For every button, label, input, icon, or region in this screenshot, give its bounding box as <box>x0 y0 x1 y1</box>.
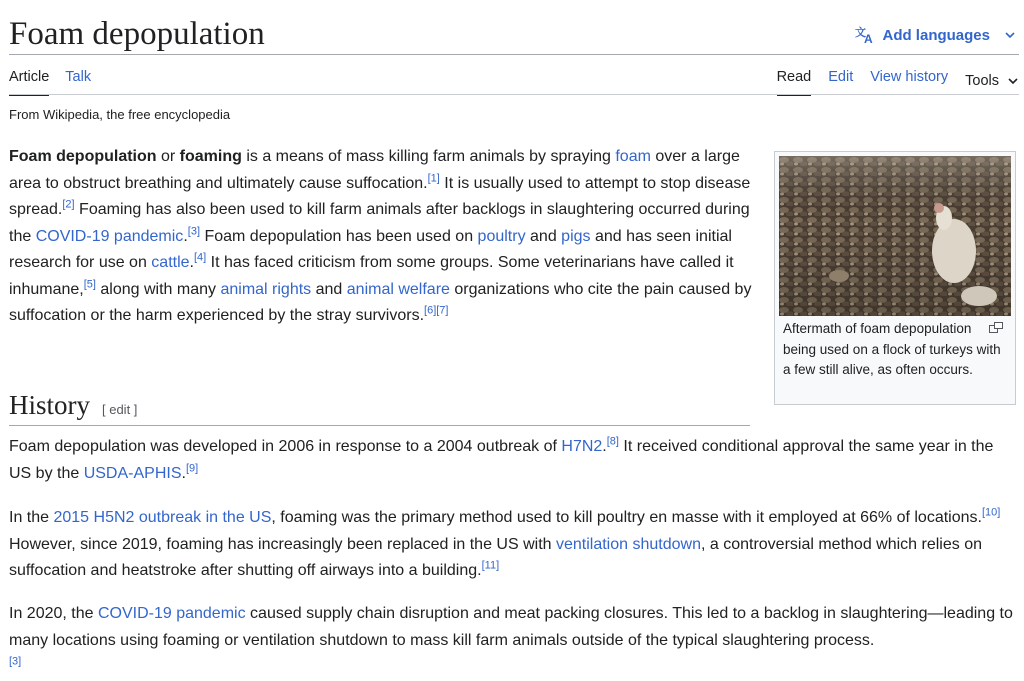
tab-read[interactable]: Read <box>777 68 812 96</box>
lead-paragraph <box>9 144 754 330</box>
text: and <box>311 280 347 298</box>
reference-4[interactable]: [4] <box>194 251 207 264</box>
add-languages-label: Add languages <box>882 26 990 44</box>
tab-talk[interactable]: Talk <box>65 69 92 85</box>
link-cattle[interactable]: cattle <box>151 254 190 271</box>
section-divider <box>9 425 750 426</box>
translate-icon <box>854 24 876 46</box>
text: It is usually used to attempt to stop disease spread. <box>9 174 751 218</box>
text: , foaming was the primary method used to kill poultry en masse with it employed at 66% of locations. <box>271 509 982 526</box>
link-covid-19-pandemic[interactable]: COVID-19 pandemic <box>97 605 246 622</box>
tab-view-history[interactable]: View history <box>870 69 949 85</box>
text: . <box>602 438 607 455</box>
text: and has seen initial research for use on <box>9 227 732 271</box>
svg-text:文: 文 <box>855 27 867 39</box>
page-title: Foam depopulation <box>9 16 265 52</box>
bold-term: foaming <box>179 148 242 165</box>
text: . <box>189 254 194 271</box>
text: . <box>183 227 188 245</box>
text: However, since 2019, foaming has increasingly been replaced in the US with <box>9 535 556 553</box>
text: In 2020, the <box>9 605 98 622</box>
link-foam[interactable]: foam <box>615 148 651 165</box>
reference-10[interactable]: [10] <box>981 506 1001 519</box>
title-divider <box>9 54 1019 55</box>
text: along with many <box>95 280 221 298</box>
reference-8[interactable]: [8] <box>606 435 619 448</box>
link-animal-welfare[interactable]: animal welfare <box>346 280 450 298</box>
text: over a large area to obstruct breathing and ultimately cause suffocation. <box>9 148 740 192</box>
history-paragraph-1 <box>9 434 1019 487</box>
reference-6[interactable]: [6] <box>424 304 437 317</box>
text: It received conditional approval the same year in the US by the <box>9 438 994 482</box>
add-languages-button[interactable] <box>854 24 1016 46</box>
text: organizations who cite the pain caused by suffocation or the harm experienced by the stray survivors. <box>9 280 752 324</box>
text: is a means of mass killing farm animals by spraying <box>241 148 616 165</box>
svg-text:A: A <box>864 32 874 46</box>
tools-menu[interactable] <box>965 68 1019 94</box>
figure-caption <box>783 319 1003 381</box>
text: It has faced criticism from some groups. Some veterinarians have called it inhumane, <box>9 254 734 298</box>
site-tagline: From Wikipedia, the free encyclopedia <box>9 107 231 122</box>
link-poultry[interactable]: poultry <box>477 227 526 245</box>
link-ventilation-shutdown[interactable]: ventilation shutdown <box>555 535 701 553</box>
text: or <box>156 148 180 165</box>
section-edit-link <box>102 402 137 417</box>
thumbnail-figure <box>774 151 1016 405</box>
link-2015-h5n2-outbreak[interactable]: 2015 H5N2 outbreak in the US <box>53 509 272 526</box>
reference-5[interactable]: [5] <box>83 278 96 291</box>
tab-article[interactable]: Article <box>9 68 49 96</box>
section-heading-history <box>9 388 137 427</box>
reference-9[interactable]: [9] <box>185 462 199 475</box>
caption-text: Aftermath of foam depopulation being used on a flock of turkeys with a few still alive, as often occurs. <box>783 321 1001 377</box>
reference-11[interactable]: [11] <box>481 559 500 572</box>
reference-3[interactable]: [3] <box>187 225 200 238</box>
turkey-flock-photo[interactable] <box>779 156 1011 316</box>
link-usda-aphis[interactable]: USDA-APHIS <box>83 464 182 482</box>
reference-7[interactable]: [7] <box>436 304 449 317</box>
reference-1[interactable]: [1] <box>427 172 440 185</box>
text: , a controversial method which relies on suffocation and heatstroke after shutting off airways into a building. <box>9 535 982 579</box>
chevron-down-icon <box>1004 29 1016 41</box>
edit-section-button[interactable]: [ edit ] <box>102 402 138 417</box>
view-tabs <box>777 68 1019 96</box>
tools-label: Tools <box>965 73 999 89</box>
text: caused supply chain disruption and meat packing closures. This led to a backlog in slaughtering—leading to many locations using foaming or ventilation shutdown to mass kill farm animals outside of the typical slaughtering process. <box>9 605 1013 649</box>
history-paragraph-2 <box>9 505 1019 585</box>
tabs-divider <box>9 94 1019 95</box>
text: . <box>181 464 186 482</box>
text: and <box>525 227 562 245</box>
namespace-tabs <box>9 68 91 96</box>
text: Foam depopulation has been used on <box>200 227 478 245</box>
link-pigs[interactable]: pigs <box>561 227 591 245</box>
magnify-clip-icon[interactable] <box>989 322 1003 333</box>
text: In the <box>9 509 54 526</box>
reference-3[interactable]: [3] <box>9 655 22 668</box>
chevron-down-icon <box>1007 75 1019 87</box>
tab-edit[interactable]: Edit <box>828 69 854 85</box>
text: Foaming has also been used to kill farm animals after backlogs in slaughtering occurred during the <box>9 201 750 245</box>
link-animal-rights[interactable]: animal rights <box>220 280 312 298</box>
history-paragraph-3 <box>9 601 1019 681</box>
bold-term: Foam depopulation <box>9 148 157 165</box>
heading-text: History <box>9 390 90 420</box>
link-h7n2[interactable]: H7N2 <box>561 438 603 455</box>
link-covid-19-pandemic[interactable]: COVID-19 pandemic <box>35 227 184 245</box>
reference-2[interactable]: [2] <box>62 198 75 211</box>
text: Foam depopulation was developed in 2006 in response to a 2004 outbreak of <box>9 438 562 455</box>
